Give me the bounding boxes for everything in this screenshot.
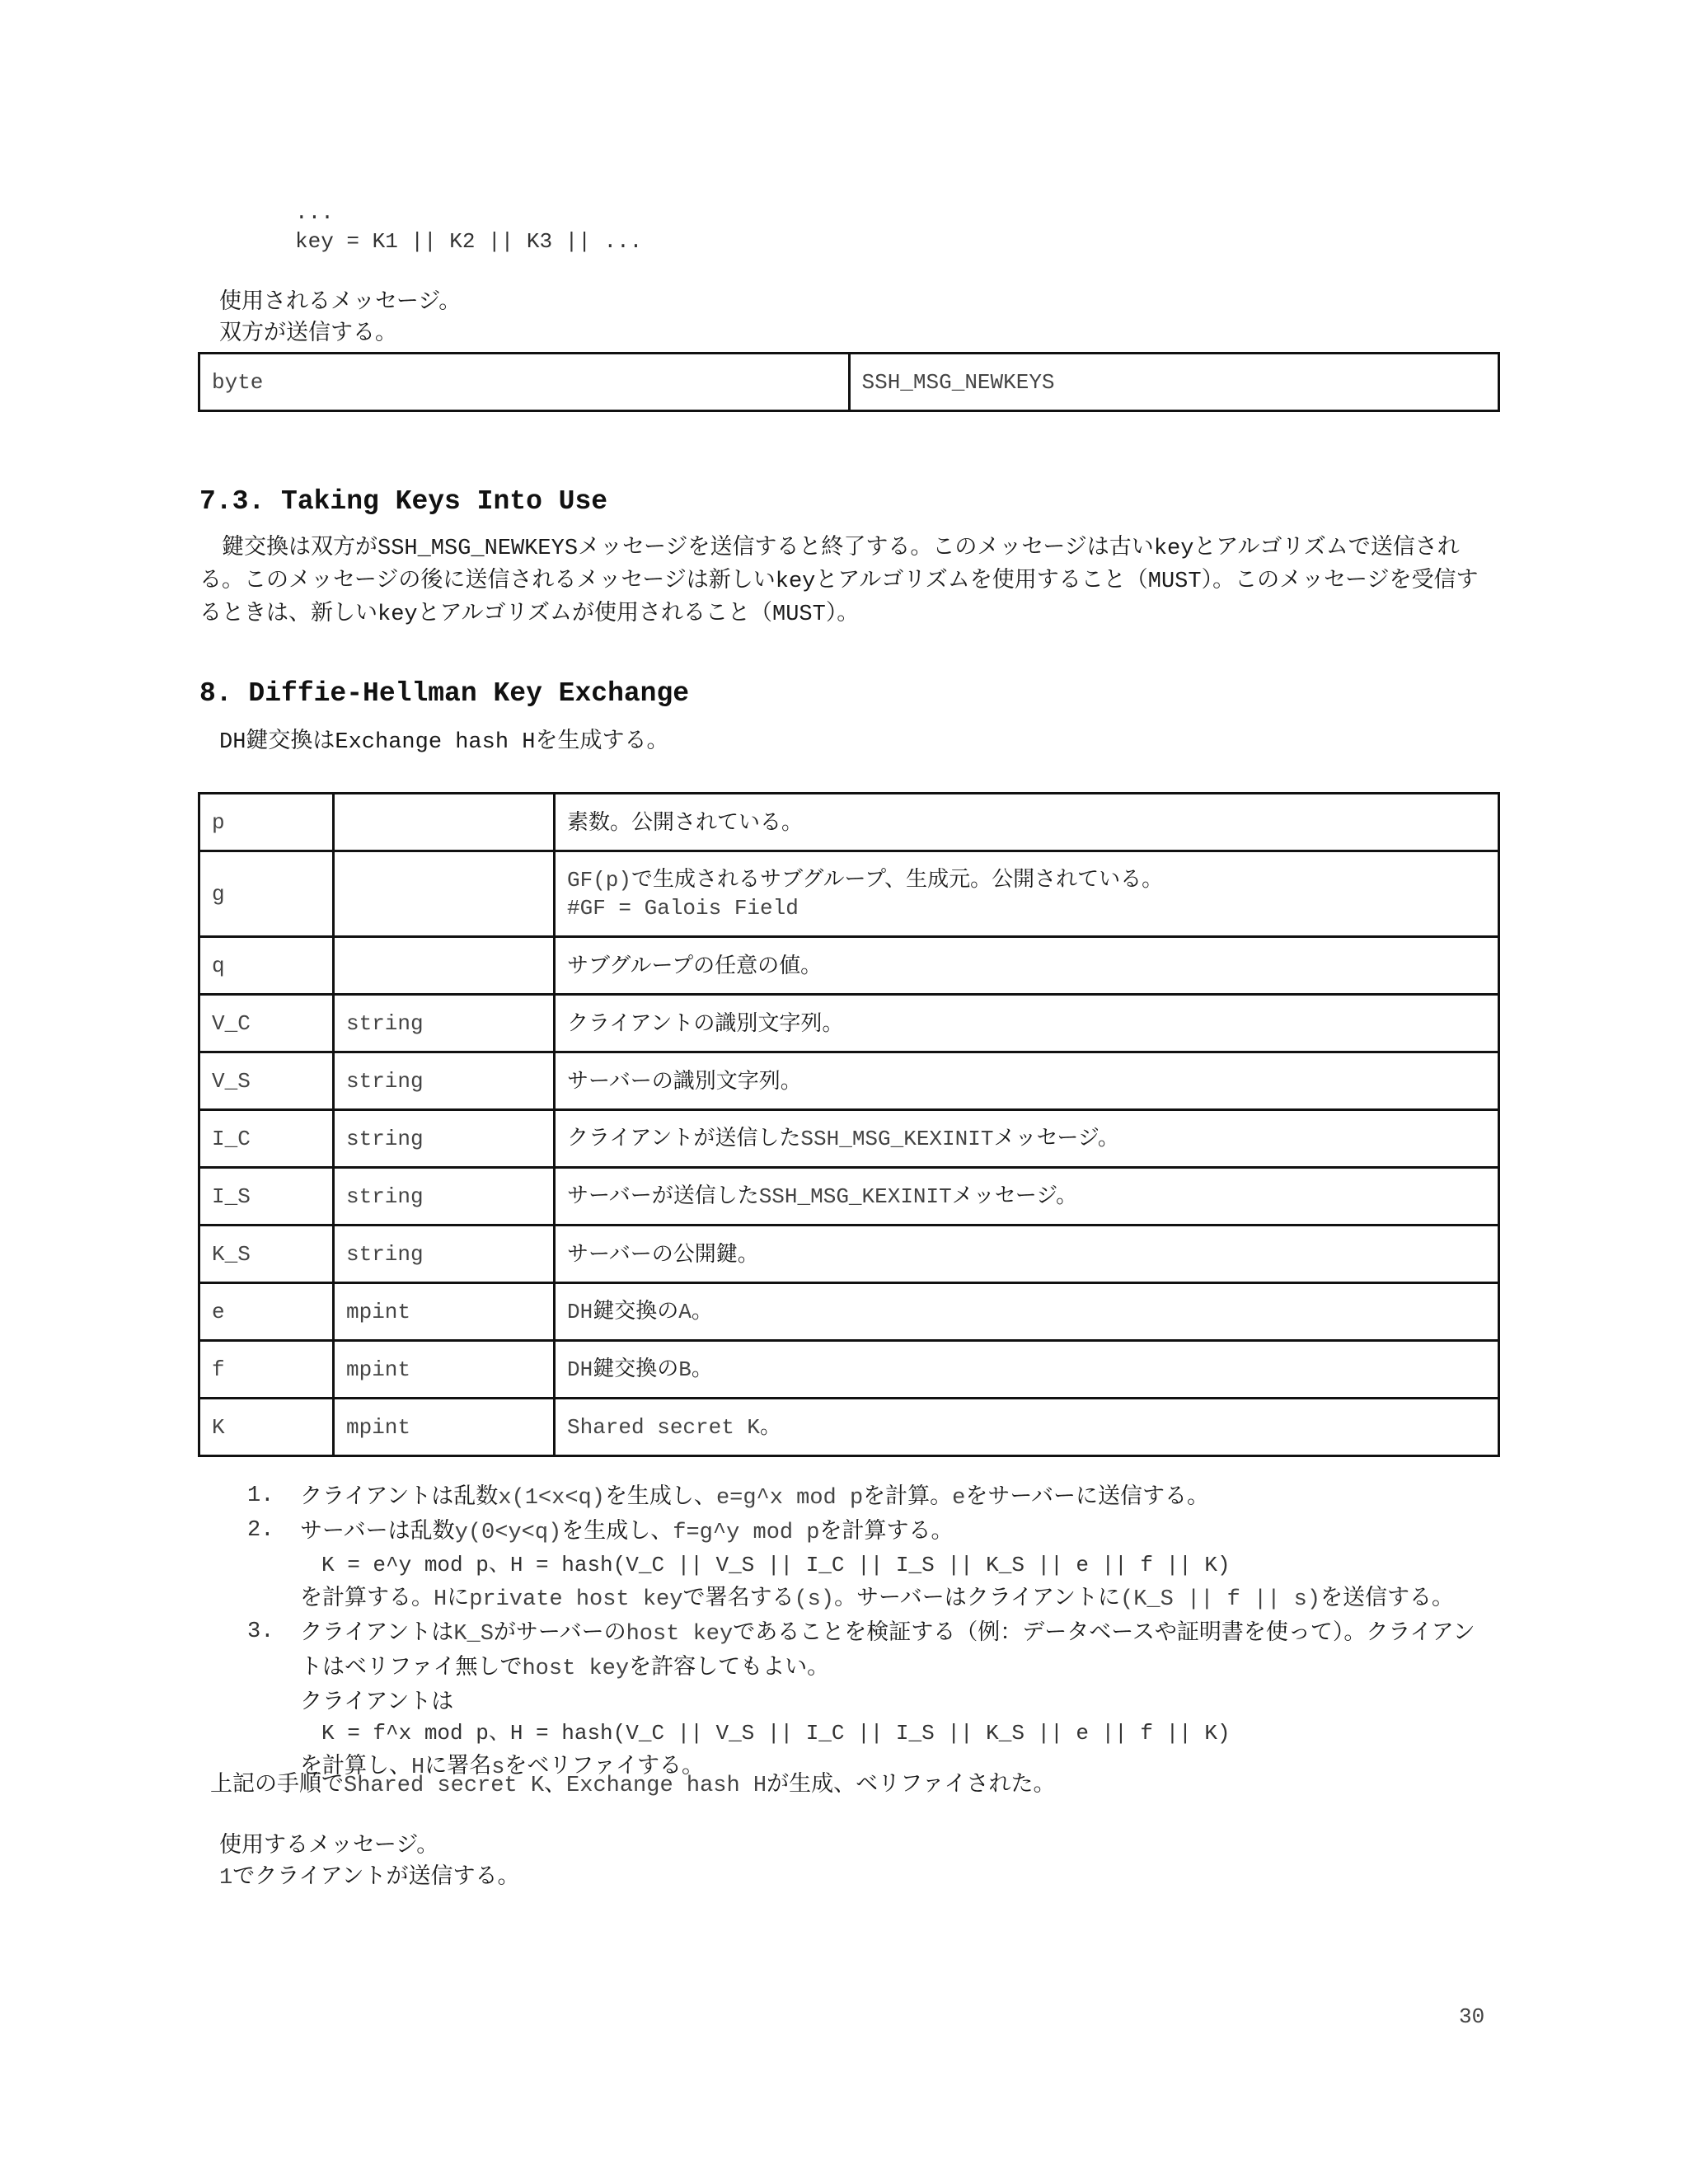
table-row [199, 1052, 1499, 1110]
dh-steps-list [247, 1480, 1500, 1784]
param-name: f [199, 1341, 334, 1399]
param-desc: 素数。公開されている。 [555, 794, 1499, 851]
section-heading-8: 8. Diffie-Hellman Key Exchange [199, 678, 690, 709]
newkeys-usage-line: 使用されるメッセージ。 [219, 288, 462, 314]
param-name: g [199, 851, 334, 937]
usage-sender-line: 1でクライアントが送信する。 [219, 1863, 520, 1891]
param-desc: サーバーが送信したSSH_MSG_KEXINITメッセージ。 [555, 1168, 1499, 1226]
param-name: e [199, 1283, 334, 1341]
list-continuation: トはベリファイ無しでhost keyを許容してもよい。 [300, 1654, 830, 1681]
code-key-concat: key = K1 || K2 || K3 || ... [295, 229, 643, 254]
newkeys-table [198, 352, 1500, 412]
param-desc: Shared secret K。 [555, 1399, 1499, 1456]
param-type [334, 937, 555, 995]
param-desc: クライアントが送信したSSH_MSG_KEXINITメッセージ。 [555, 1110, 1499, 1168]
table-row [199, 1399, 1499, 1456]
param-desc: サブグループの任意の値。 [555, 937, 1499, 995]
code-formula: K = f^x mod p、H = hash(V_C || V_S || I_C || I_S || K_S || e || f || K) [321, 1721, 1231, 1746]
param-desc: クライアントの識別文字列。 [555, 995, 1499, 1052]
usage-line: 使用するメッセージ。 [219, 1832, 439, 1858]
param-type [334, 851, 555, 937]
newkeys-sender-line: 双方が送信する。 [219, 320, 397, 345]
param-name: p [199, 794, 334, 851]
param-name: V_S [199, 1052, 334, 1110]
section-7-3-paragraph [199, 532, 1498, 630]
table-row [199, 1341, 1499, 1399]
section-heading-7-3: 7.3. Taking Keys Into Use [199, 486, 608, 517]
param-type: string [334, 1168, 555, 1226]
list-item: 3. クライアントはK_Sがサーバーのhost keyであることを検証する（例：データベースや証明書を使って）。クライアン [247, 1619, 1475, 1647]
param-type [334, 794, 555, 851]
summary-line: 上記の手順でShared secret K、Exchange hash Hが生成、ベリファイされた。 [210, 1771, 1056, 1798]
code-ellipsis: ... [295, 200, 334, 225]
param-name: K [199, 1399, 334, 1456]
page-number: 30 [1459, 2004, 1485, 2029]
param-type: mpint [334, 1341, 555, 1399]
paragraph-line: 鍵交換は双方がSSH_MSG_NEWKEYSメッセージを送信すると終了する。このメッセージは古いkeyとアルゴリズムで送信され [222, 534, 1460, 561]
param-name: I_S [199, 1168, 334, 1226]
param-name: V_C [199, 995, 334, 1052]
section-8-intro: DH鍵交換はExchange hash Hを生成する。 [219, 728, 669, 755]
param-type: string [334, 995, 555, 1052]
table-row [199, 995, 1499, 1052]
list-continuation: を計算し、Hに署名sをベリファイする。 [300, 1753, 705, 1780]
param-type: string [334, 1226, 555, 1283]
param-desc: GF(p)で生成されるサブグループ、生成元。公開されている。 #GF = Galois Field [555, 851, 1499, 937]
param-type: mpint [334, 1399, 555, 1456]
table-row [199, 851, 1499, 937]
param-desc: サーバーの識別文字列。 [555, 1052, 1499, 1110]
list-item: 2. サーバーは乱数y(0<y<q)を生成し、f=g^y mod pを計算する。 [247, 1518, 954, 1545]
table-row [199, 1226, 1499, 1283]
param-name: I_C [199, 1110, 334, 1168]
param-name: K_S [199, 1226, 334, 1283]
param-desc: DH鍵交換のA。 [555, 1283, 1499, 1341]
table-row [199, 1168, 1499, 1226]
param-type: mpint [334, 1283, 555, 1341]
table-cell-value: SSH_MSG_NEWKEYS [849, 354, 1499, 411]
table-row [199, 1283, 1499, 1341]
param-desc: DH鍵交換のB。 [555, 1341, 1499, 1399]
table-cell-type: byte [199, 354, 850, 411]
table-row [199, 937, 1499, 995]
paragraph-line: る。このメッセージの後に送信されるメッセージは新しいkeyとアルゴリズムを使用すること（MUST）。このメッセージを受信す [199, 567, 1479, 594]
table-row [199, 354, 1499, 411]
param-name: q [199, 937, 334, 995]
list-item: 1. クライアントは乱数x(1<x<q)を生成し、e=g^x mod pを計算。eをサーバーに送信する。 [247, 1483, 1210, 1511]
list-continuation: クライアントは [300, 1689, 454, 1714]
table-row [199, 1110, 1499, 1168]
param-type: string [334, 1110, 555, 1168]
paragraph-line: るときは、新しいkeyとアルゴリズムが使用されること（MUST）。 [199, 600, 860, 627]
list-continuation: を計算する。Hにprivate host keyで署名する(s)。サーバーはクライアントに(K_S || f || s)を送信する。 [300, 1585, 1455, 1612]
code-formula: K = e^y mod p、H = hash(V_C || V_S || I_C || I_S || K_S || e || f || K) [321, 1553, 1231, 1577]
param-desc: サーバーの公開鍵。 [555, 1226, 1499, 1283]
table-row [199, 794, 1499, 851]
dh-parameter-table [198, 792, 1500, 1457]
param-type: string [334, 1052, 555, 1110]
